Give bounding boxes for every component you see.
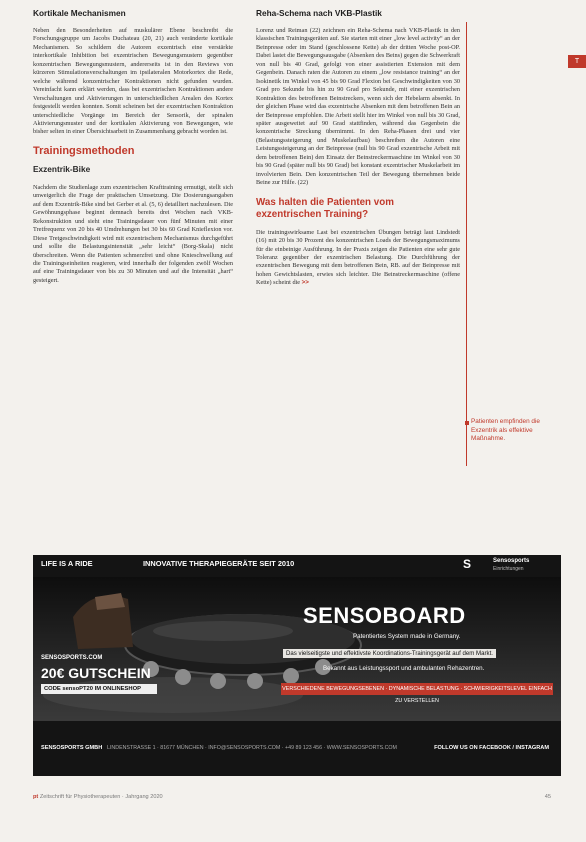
footer-left (33, 794, 163, 800)
ad-tagline: INNOVATIVE THERAPIEGERÄTE SEIT 2010 (143, 559, 295, 568)
column-divider-rule (466, 22, 467, 466)
heading-exzentrik-bike: Exzentrik-Bike (33, 163, 91, 174)
page-footer (33, 794, 561, 804)
ad-line-versatile: Das vielseitigste und effektivste Koordinations-Trainingsgerät auf dem Markt. (283, 649, 496, 658)
ad-social-link[interactable]: FOLLOW US ON FACEBOOK / INSTAGRAM (434, 745, 549, 751)
ad-slogan: LIFE IS A RIDE (41, 559, 93, 568)
footer-label: pt (33, 794, 39, 800)
logo-brand: Sensosports (493, 558, 530, 564)
ad-top-bar (33, 555, 561, 575)
sidenote-text: Patienten empfinden die Exzentrik als effektive Maßnahme. (471, 418, 540, 443)
logo-mark-icon: S (463, 557, 472, 571)
sidenote (471, 418, 543, 444)
ad-company: SENSOSPORTS GMBH (41, 745, 103, 751)
paragraph-reha: Lorenz und Reiman (22) zeichnen ein Reha-Schema nach VKB-Plastik in den klassischen Trainingsgeräten auf. Sie starten mit einer „low level activity“ an der Beinpresse oder im Stand (geschlossene Kette) ab der dritten Woche post-OP. Dabei lastet die Bewegungsausgabe (Absenken des Beins) gegen die Schwerkraft von null bis 40 Grad, gefolgt von einer assistierten Extension mit dem Gegenbein. Danach raten die Autoren zu einem „low resistance training“ an der Isokinetik im Winkel von 45 bis 90 Grad Flexion bei Geschwindigkeiten von 30 Grad pro Sekunde bis hin zu 90 Grad pro Sekunde, mit einer exzentrischen Kontraktion des betroffenen Beinstreckers, wenn sich der Hebelarm absenkt. In der gleichen Phase wird das exzentrische Absenken mit dem betroffenen Bein an der Beinpresse empfohlen. Die Arbeit stellt hier im Winkel von null bis 30 Grad, später ausgeweitet auf 90 Grad stattfinden, während das Gegenbein die konzentrische Streckung übernimmt. In den Reha-Phasen drei und vier (Belastungssteigerung und Muskelaufbau) beschreiben die Autoren eine Leistungssteigerung an der Beinpresse (null bis 90 Grad exzentrische Arbeit mit dem betroffenen Bein) den Einsatz der Beinstreckermaschine im Winkel von 30 bis 90 Grad (später null bis 90 Grad) bei konstant exzentrischer Muskelarbeit im involvierten Bein. Den konzentrischen Teil der Bewegung übernehmen beide Beine zur Hilfe. (22) (256, 27, 460, 187)
page-number: 45 (544, 794, 551, 800)
ad-headline: SENSOBOARD (303, 603, 466, 628)
right-column (256, 8, 460, 288)
sidenote-bullet-icon (465, 421, 469, 425)
coupon-title: 20€ GUTSCHEIN (41, 665, 151, 681)
paragraph-question-text: Die trainingswirksame Last bei exzentrischen Übungen beträgt laut Lindstedt (16) mit 20 bis 30 Prozent des konzentrischen Loads der Bewegungsmaximums für die einbeinige Ausführung. In der Praxis zeigen die Patienten eine sehr gute Toleranz gegenüber der exzentrischen Belastung. Die Durchführung der exzentrischen Bewegung mit dem betroffenen Bein, RB. auf der Beinpresse mit hohen Gewichtslasten, erwies sich leichter. Die Beinstreckermaschine (offene Kette) scheint die (256, 228, 460, 287)
footer-journal: Zeitschrift für Physiotherapeuten · Jahrgang 2020 (39, 794, 163, 800)
coupon-code: CODE sensoPT20 IM ONLINESHOP (41, 684, 157, 694)
paragraph-bike: Nachdem die Studienlage zum exzentrischen Krafttraining ermutigt, stellt sich unweigerlich die Frage der praktischen Umsetzung. Die Dosierungsangaben auf dem Exzentrik-Bike sind bei Gerber et al. (5, 6) detailliert nachzulesen. Die Gewöhnungsphase beginnt demnach bereits drei Wochen nach VKB-Rekonstruktion und sieht eine Trainingsdauer von fünf Minuten mit einer Tretfrequenz von 20 bis 40 Umdrehungen bei 30 bis 60 Grad Knieflexion vor. Diese Tretgeschwindigkeit wird mit exzentrischem Mechanismus durchgeführt und sollte die Belastungsintensität „sehr leicht“ (Borg-Skala) nicht überschreiten. Wenn die Patienten schmerzfrei und ohne Knieschwellung auf die Trainingseinheiten reagieren, wird innerhalb der folgenden zwölf Wochen auf eine Trainingsdauer von bis zu 30 Minuten und auf die Intensität „hart“ gesteigert. (33, 183, 233, 284)
heading-trainingsmethoden: Trainingsmethoden (33, 144, 135, 157)
logo-sub: Einrichtungen (493, 566, 524, 572)
ad-line-patent: Patentiertes System made in Germany. (353, 633, 461, 640)
ad-features-bar: VERSCHIEDENE BEWEGUNGSEBENEN · DYNAMISCHE BELASTUNG · SCHWIERIGKEITSLEVEL EINFACH ZU VERSTELLEN (281, 683, 553, 695)
paragraph-question (256, 229, 460, 288)
paragraph-kortikale: Neben den Besonderheiten auf muskulärer Ebene beschreibt die Forschungsgruppe um Jacobs Duchateau (20, 21) auch veränderte kortikale Mechanismen. So schildern die Autoren exzentrisch eine verstärkte interkortikale Inhibition bei exzentrischen Bewegungsmustern gegenüber konzentrischen Bewegungsmustern, andererseits ist in den Reviews von kürzeren Stimulationsverschaltungen im ipsilateralen Motorkortex die Rede, welche während konzentrischer Kontraktionen nicht gefunden wurden. Vereinfacht kann erklärt werden, dass bei exzentrischen Kontraktionen andere Verschaltungen und Aktivierungen in unterschiedlichen Arealen des Kortex festgestellt werden konnten. Somit scheinen bei der exzentrischen Kontraktion unterschiedliche Vorgänge im Bereich der Sensorik, der spinalen Aktivierungsmuster und der kortikalen Aktivierung von Bewegungen, wie bisher selten in einer Übersichtsarbeit in Zusammenhang gebracht worden ist. (33, 27, 233, 136)
sensosports-logo (463, 557, 545, 573)
section-tab: T (568, 55, 586, 68)
heading-reha-schema: Reha-Schema nach VKB-Plastik (256, 8, 382, 18)
heading-kortikale: Kortikale Mechanismen (33, 8, 126, 18)
continue-arrow[interactable]: >> (301, 279, 309, 287)
advertisement-sensoboard[interactable] (33, 555, 561, 776)
coupon-url-link[interactable]: SENSOSPORTS.COM (41, 655, 103, 661)
left-column (33, 8, 233, 285)
ad-bottom-bar (33, 739, 561, 759)
ad-coupon[interactable] (41, 655, 157, 717)
ad-line-known: Bekannt aus Leistungssport und ambulanten Rehazentren. (323, 665, 485, 672)
ad-address: LINDENSTRASSE 1 · 81677 MÜNCHEN · INFO@SENSOSPORTS.COM · +49 89 123 456 · WWW.SENSOSPORTS.COM (107, 745, 397, 751)
heading-question: Was halten die Patienten vom exzentrischen Training? (256, 196, 394, 220)
